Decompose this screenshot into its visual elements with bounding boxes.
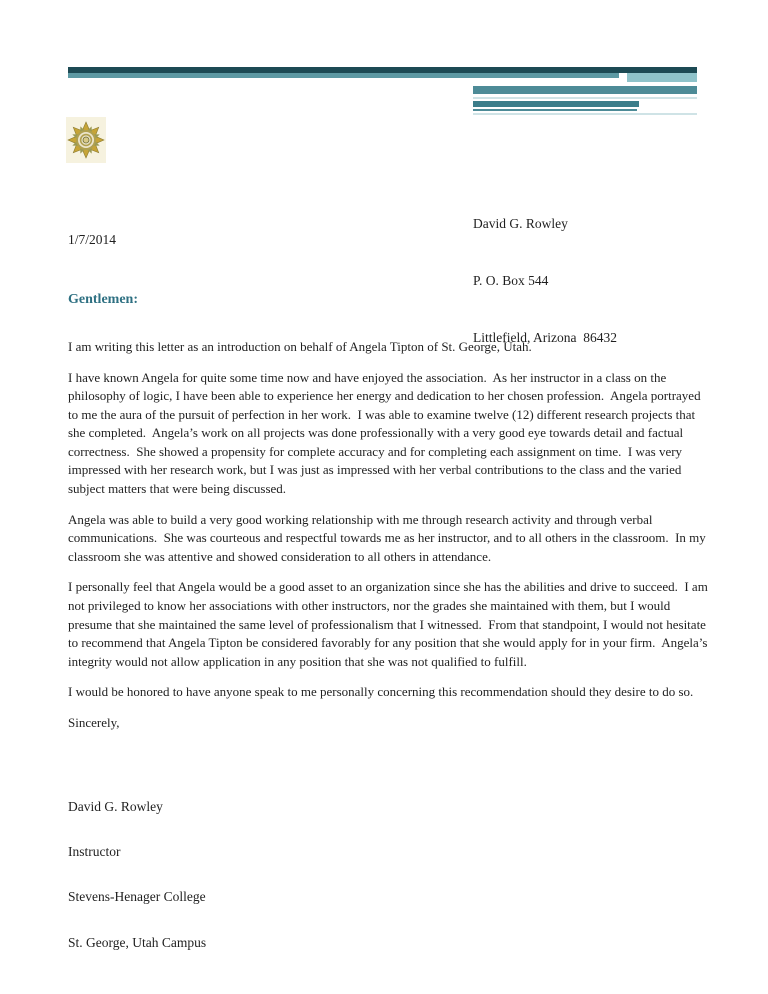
top-border-light-bar <box>627 73 697 82</box>
top-border-medium-bar <box>68 73 619 78</box>
paragraph-4: I personally feel that Angela would be a good asset to an organization since she has the abilities and drive to succeed. I am not privileged to know her associations with other instructors, nor the grades she maintained with them, but I would presume that she maintained the same level of professionalism that I witnessed. From that standpoint, I would not hesitate to recommend that Angela Tipton be considered favorably for any position that she would apply for in your firm. Angela’s integrity would not allow application in any position that she was not qualified to fulfill. <box>68 579 712 669</box>
header-accent-bar-1 <box>473 86 697 94</box>
signature-college: Stevens-Henager College <box>68 889 206 905</box>
closing: Sincerely, <box>68 714 120 730</box>
sender-city-state-zip: Littlefield, Arizona 86432 <box>473 330 617 345</box>
sender-po-box: P. O. Box 544 <box>473 273 549 288</box>
signature-campus: St. George, Utah Campus <box>68 934 207 950</box>
header-accent-bar-2 <box>473 101 639 107</box>
ornamental-seal-icon <box>66 117 106 163</box>
header-accent-line-1 <box>473 97 697 99</box>
header-accent-line-3 <box>473 113 697 115</box>
paragraph-5: I would be honored to have anyone speak to me personally concerning this recommendation should they desire to do so. <box>68 684 694 700</box>
signature-block <box>68 768 713 980</box>
paragraph-3: Angela was able to build a very good working relationship with me through research activity and through verbal communications. She was courteous and respectful towards me as her instructor, and to all others in the classroom. In my classroom she was attentive and showed consideration to all others in attendance. <box>68 511 710 564</box>
header-accent-line-2 <box>473 109 637 111</box>
salutation: Gentlemen: <box>68 292 138 307</box>
signature-title: Instructor <box>68 843 121 859</box>
paragraph-1: I am writing this letter as an introduction on behalf of Angela Tipton of St. George, Utah. <box>68 339 532 354</box>
signature-name: David G. Rowley <box>68 798 163 814</box>
sender-name: David G. Rowley <box>473 216 568 231</box>
letter-body <box>68 292 713 980</box>
letter-date: 1/7/2014 <box>68 232 117 247</box>
paragraph-2: I have known Angela for quite some time now and have enjoyed the association. As her instructor in a class on the philosophy of logic, I have been able to experience her energy and dedication to her chosen profession. Angela portrayed to me the aura of the pursuit of perfection in her work. I was able to examine twelve (12) different research projects that she completed. Angela’s work on all projects was done professionally with a very good eye towards detail and factual correctness. She showed a propensity for complete accuracy and for completing each assignment on time. I was very impressed with her research work, but I was just as impressed with her verbal contributions to the class and the varied subject matters that were being discussed. <box>68 369 704 497</box>
